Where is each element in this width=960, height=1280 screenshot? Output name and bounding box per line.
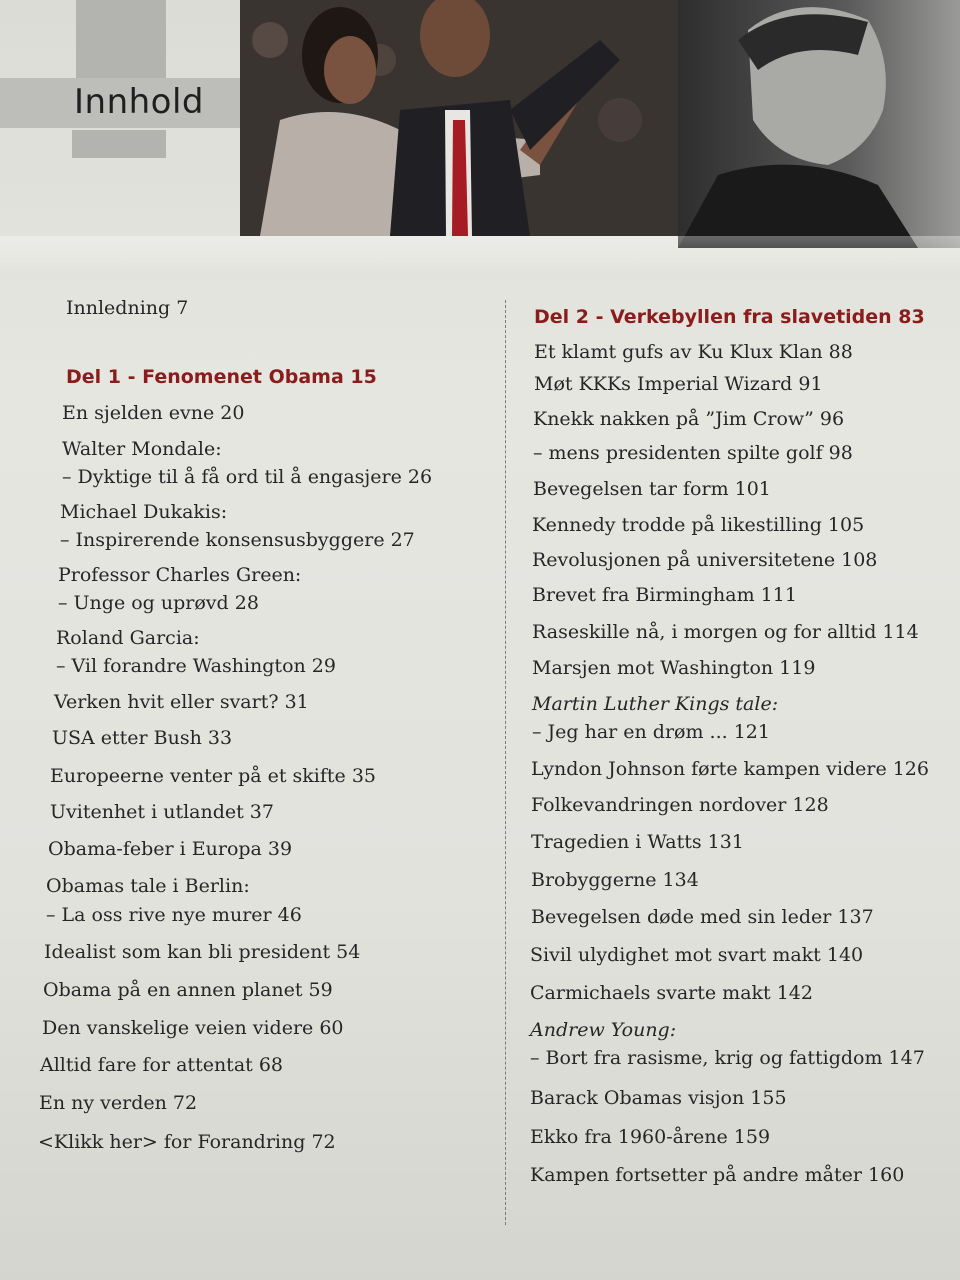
toc-entry: Møt KKKs Imperial Wizard 91: [534, 373, 823, 395]
toc-entry: USA etter Bush 33: [52, 727, 233, 749]
toc-entry: Revolusjonen på universitetene 108: [532, 549, 878, 571]
toc-intro: Innledning 7: [66, 297, 189, 319]
section-heading-del-1: Del 1 - Fenomenet Obama 15: [66, 366, 377, 388]
toc-entry: Idealist som kan bli president 54: [44, 941, 361, 963]
toc-entry: Brevet fra Birmingham 111: [532, 584, 797, 606]
toc-entry: – Vil forandre Washington 29: [56, 655, 336, 677]
toc-entry: Den vanskelige veien videre 60: [42, 1017, 344, 1039]
column-divider: [505, 300, 506, 1225]
toc-entry: <Klikk her> for Forandring 72: [38, 1131, 336, 1153]
header-bar-top: [76, 0, 166, 78]
toc-entry: Europeerne venter på et skifte 35: [50, 765, 377, 787]
toc-entry-label: Professor Charles Green:: [58, 564, 302, 586]
toc-entry: Bevegelsen døde med sin leder 137: [531, 906, 874, 928]
toc-entry: Et klamt gufs av Ku Klux Klan 88: [534, 341, 853, 363]
toc-entry: Uvitenhet i utlandet 37: [50, 801, 274, 823]
section-heading-del-2: Del 2 - Verkebyllen fra slavetiden 83: [534, 306, 925, 328]
toc-entry-label: Obamas tale i Berlin:: [46, 875, 250, 897]
toc-entry: – Unge og uprøvd 28: [58, 592, 259, 614]
toc-entry-label: Walter Mondale:: [62, 438, 222, 460]
photo-portrait-profile: [678, 0, 960, 248]
toc-entry: Obama på en annen planet 59: [43, 979, 333, 1001]
toc-entry: Alltid fare for attentat 68: [40, 1054, 284, 1076]
toc-entry-label: Roland Garcia:: [56, 627, 200, 649]
toc-entry: Tragedien i Watts 131: [531, 831, 744, 853]
page-title: Innhold: [74, 82, 205, 122]
header-bar-bottom: [72, 130, 166, 158]
photo-couple-waving: [240, 0, 680, 236]
toc-entry-label: Michael Dukakis:: [60, 501, 228, 523]
toc-entry: En ny verden 72: [39, 1092, 198, 1114]
toc-entry: Kampen fortsetter på andre måter 160: [530, 1164, 905, 1186]
toc-entry: Bevegelsen tar form 101: [533, 478, 771, 500]
toc-entry: – Inspirerende konsensusbyggere 27: [60, 529, 415, 551]
toc-entry-label: Andrew Young:: [530, 1019, 677, 1041]
toc-entry: Sivil ulydighet mot svart makt 140: [530, 944, 864, 966]
toc-entry-label: Martin Luther Kings tale:: [532, 693, 779, 715]
toc-entry: – mens presidenten spilte golf 98: [533, 442, 853, 464]
toc-entry: – Dyktige til å få ord til å engasjere 26: [62, 466, 433, 488]
toc-entry: Carmichaels svarte makt 142: [530, 982, 813, 1004]
toc-entry: Marsjen mot Washington 119: [532, 657, 816, 679]
toc-entry: Ekko fra 1960-årene 159: [530, 1126, 771, 1148]
toc-entry: Knekk nakken på ”Jim Crow” 96: [533, 408, 845, 430]
toc-entry: Raseskille nå, i morgen og for alltid 114: [532, 621, 919, 643]
toc-entry: Verken hvit eller svart? 31: [54, 691, 309, 713]
toc-entry: – La oss rive nye murer 46: [46, 904, 302, 926]
toc-entry: Barack Obamas visjon 155: [530, 1087, 787, 1109]
toc-entry: Obama-feber i Europa 39: [48, 838, 293, 860]
toc-entry: Brobyggerne 134: [531, 869, 699, 891]
toc-entry: – Bort fra rasisme, krig og fattigdom 147: [530, 1047, 925, 1069]
toc-entry: En sjelden evne 20: [62, 402, 245, 424]
paper-edge-highlight: [0, 236, 960, 276]
toc-entry: Lyndon Johnson førte kampen videre 126: [531, 758, 929, 780]
toc-entry: Kennedy trodde på likestilling 105: [532, 514, 865, 536]
toc-entry: Folkevandringen nordover 128: [531, 794, 829, 816]
toc-entry: – Jeg har en drøm ... 121: [532, 721, 770, 743]
